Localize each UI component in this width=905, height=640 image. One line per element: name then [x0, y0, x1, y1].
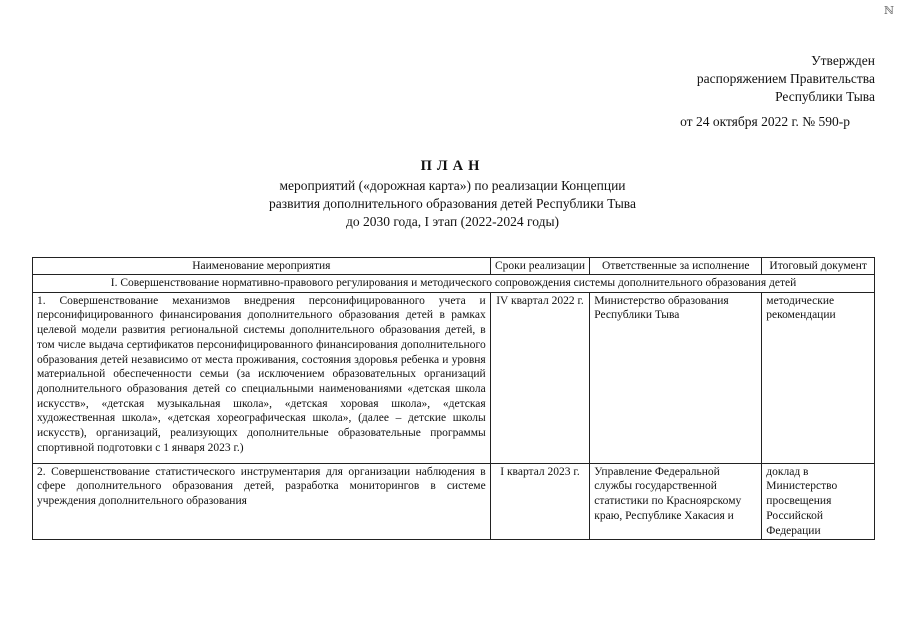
section-row — [33, 275, 875, 293]
plan-title: ПЛАН — [420, 158, 485, 174]
subtitle-line-1: мероприятий («дорожная карта») по реализации Концепции — [279, 178, 626, 193]
table-row — [33, 292, 875, 463]
header-final-document: Итоговый документ — [762, 258, 875, 275]
deadline-cell: IV квартал 2022 г. — [490, 292, 590, 463]
document-cell: доклад в Министерство просвещения Российской Федерации — [762, 463, 875, 540]
subtitle-line-2: развития дополнительного образования детей Республики Тыва — [269, 196, 636, 211]
responsible-cell: Управление Федеральной службы государственной статистики по Красноярскому краю, Республике Хакасия и — [590, 463, 762, 540]
title-block — [0, 158, 905, 231]
deadline-cell: I квартал 2023 г. — [490, 463, 590, 540]
header-responsible: Ответственные за исполнение — [590, 258, 762, 275]
event-name-cell: 2. Совершенствование статистического инструментария для организации наблюдения в сфере дополнительного образования детей, разработка мониторингов в системе учреждения дополнительного образования — [33, 463, 491, 540]
approval-line-2: распоряжением Правительства — [696, 71, 875, 86]
table-row — [33, 463, 875, 540]
responsible-cell: Министерство образования Республики Тыва — [590, 292, 762, 463]
approval-line-1: Утвержден — [811, 53, 875, 68]
plan-table — [32, 257, 875, 540]
section-title: I. Совершенствование нормативно-правового регулирования и методического сопровождения системы дополнительного образования детей — [33, 275, 875, 293]
approval-line-3: Республики Тыва — [775, 89, 875, 104]
document-cell: методические рекомендации — [762, 292, 875, 463]
approval-date: от 24 октября 2022 г. № 590-р — [680, 114, 850, 129]
event-name-cell: 1. Совершенствование механизмов внедрения персонифицированного учета и персонифицированного финансирования дополнительного образования детей в рамках целевой модели развития региональной системы дополнительного образования детей, в том числе выдача сертификатов персонифицированного финансирования дополнительного образования детей независимо от места проживания, состояния здоровья ребенка и уровня материальной обеспеченности семьи (за исключением образовательных организаций дополнительного образования детей со специальными наименованиями «детская школа искусств», «детская музыкальная школа», «детская хоровая школа», «детская художественная школа», «детская хореографическая школа», (далее – детские школы искусств), организаций, реализующих дополнительные образовательные программы спортивной подготовки с 1 января 2023 г.) — [33, 292, 491, 463]
table-header-row — [33, 258, 875, 275]
subtitle-line-3: до 2030 года, I этап (2022-2024 годы) — [345, 214, 560, 229]
header-event-name: Наименование мероприятия — [33, 258, 491, 275]
corner-mark: ℕ — [884, 5, 895, 17]
header-deadline: Сроки реализации — [490, 258, 590, 275]
approval-stamp — [640, 52, 875, 106]
